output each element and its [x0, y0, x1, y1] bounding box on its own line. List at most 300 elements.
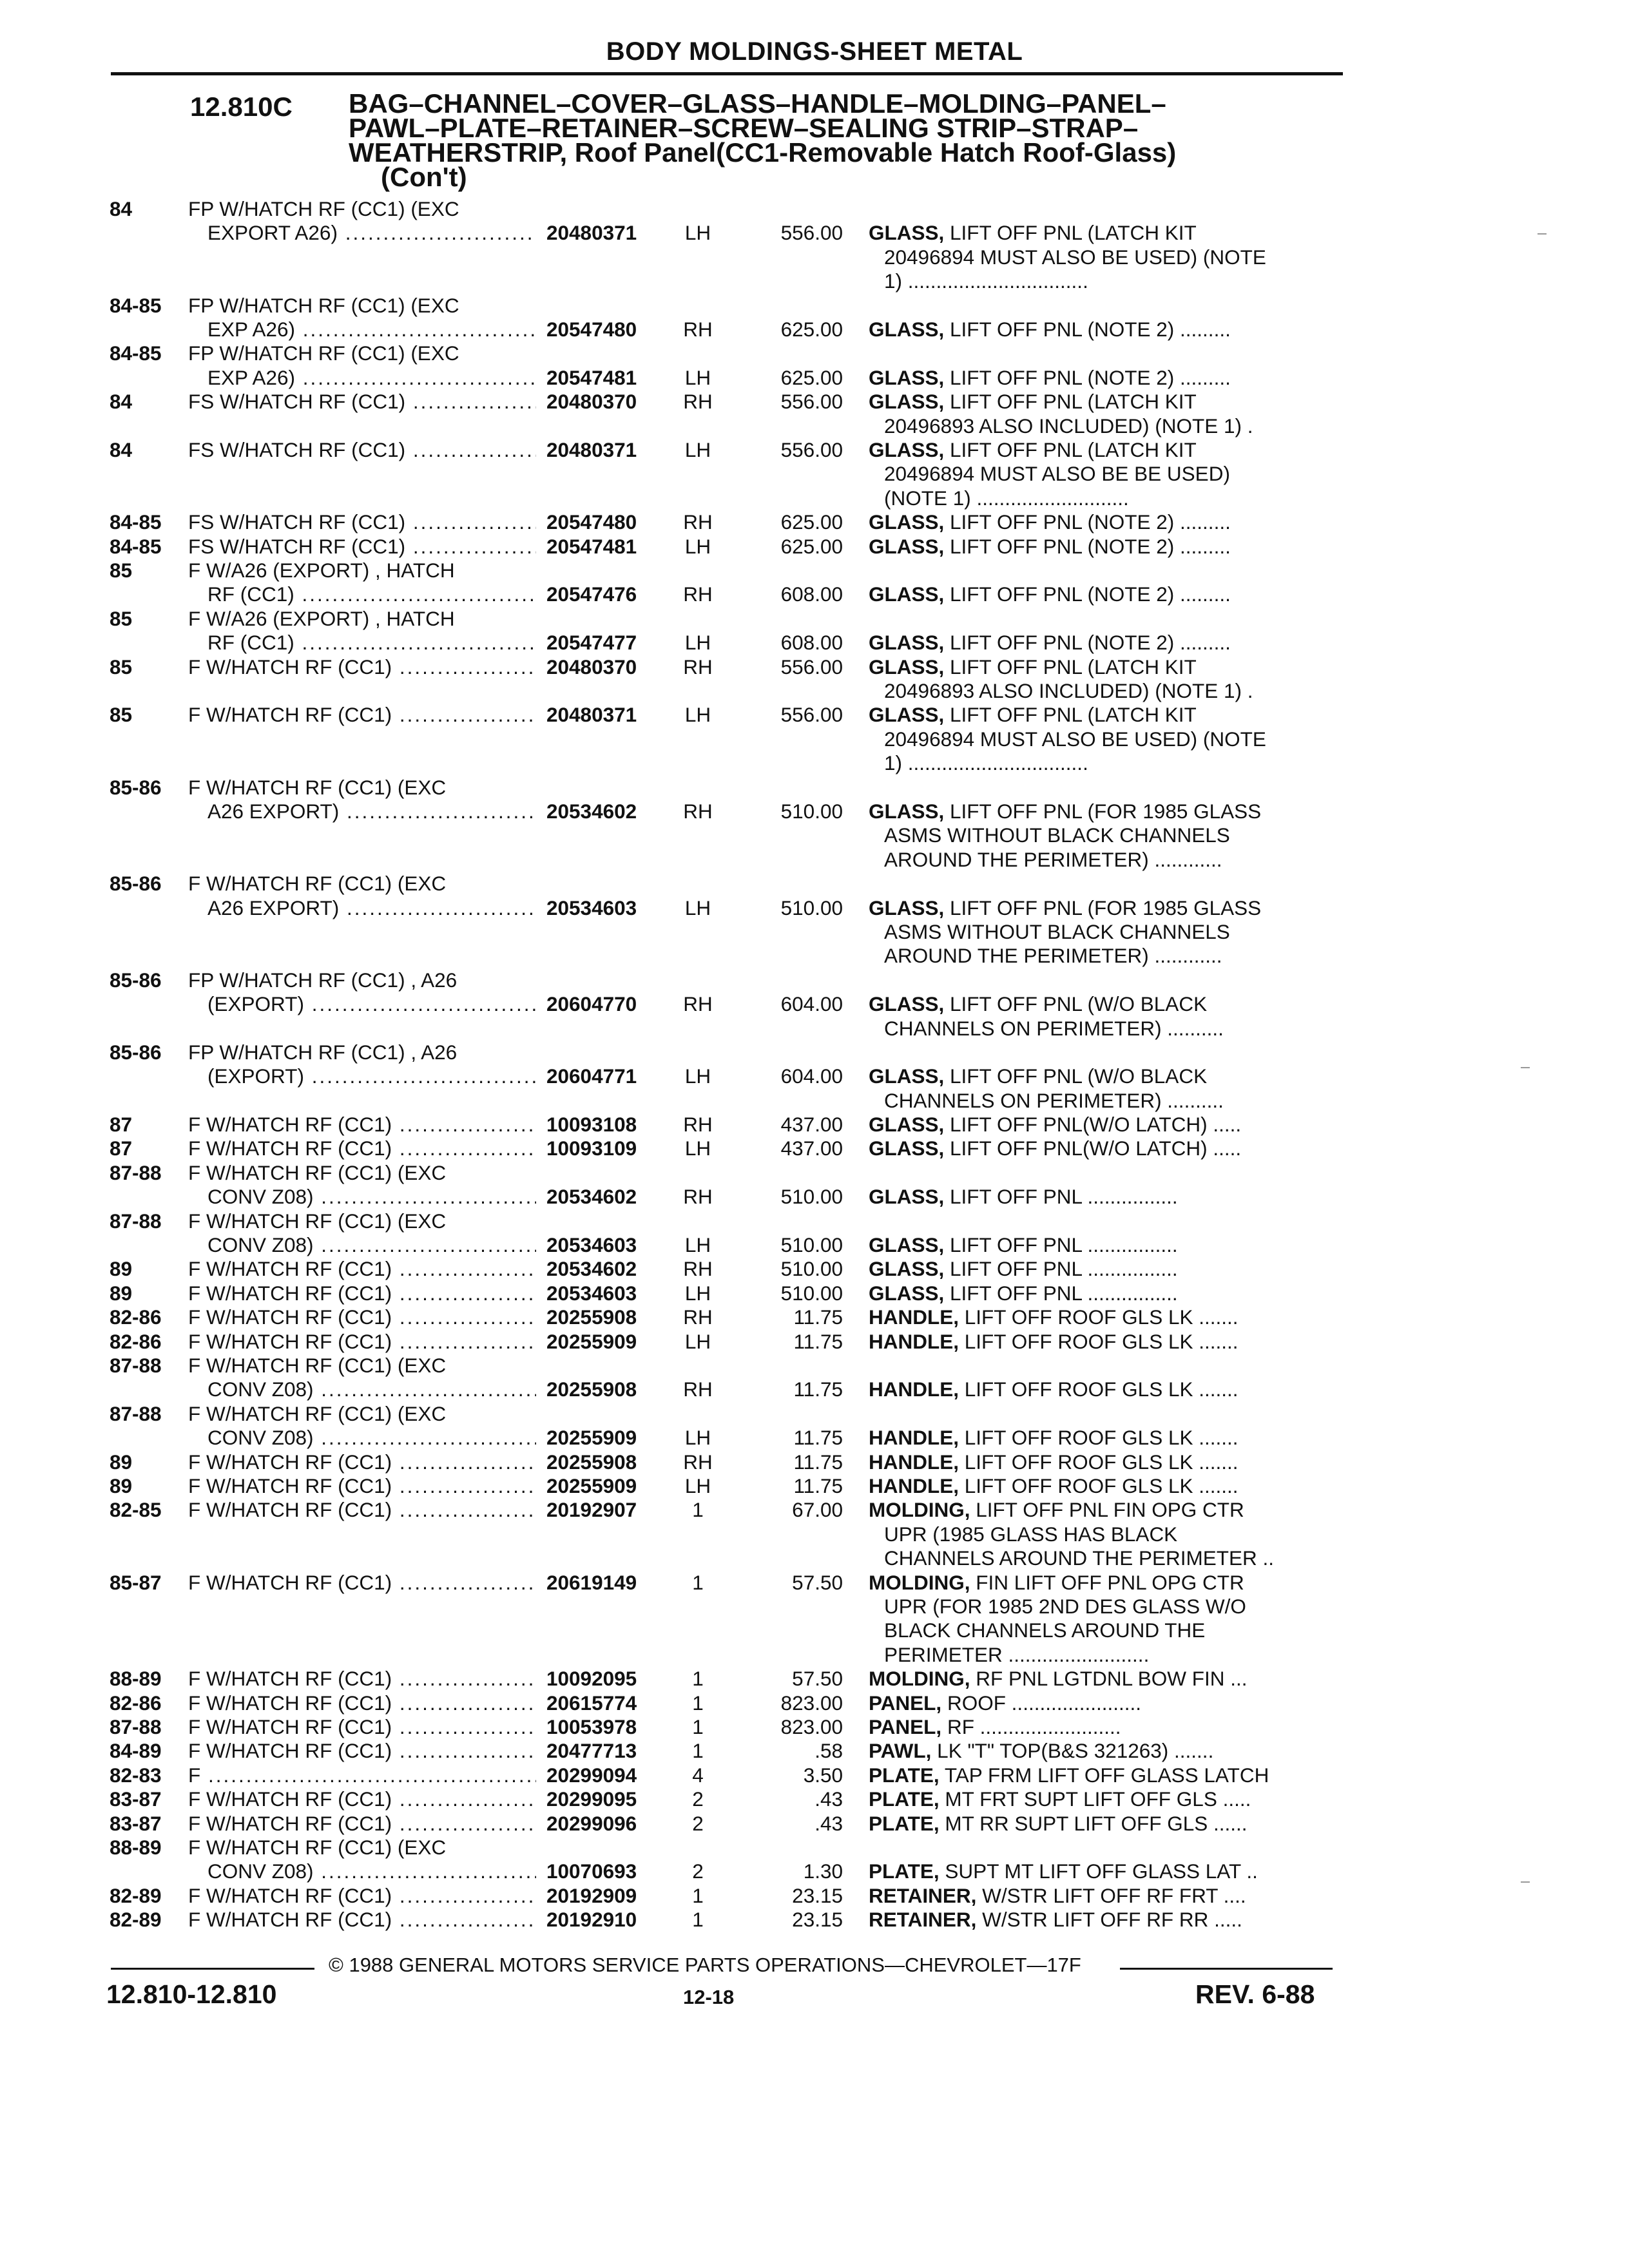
description-line: AROUND THE PERIMETER) ............	[884, 847, 1222, 871]
model-line: F W/HATCH RF (CC1) .....	[188, 1812, 536, 1836]
model-description	[188, 1667, 536, 1691]
section-title-line: WEATHERSTRIP, Roof Panel(CC1-Removable Hatch Roof-Glass)	[349, 137, 1177, 168]
scan-mark	[1521, 1881, 1530, 1883]
model-year: 88-89	[110, 1835, 162, 1859]
model-line: RF (CC1) .....	[188, 631, 536, 655]
side-qty: RH	[683, 799, 713, 823]
part-name: GLASS,	[869, 365, 945, 389]
description-text: LIFT OFF PNL(W/O LATCH) .....	[944, 1113, 1242, 1137]
model-description	[188, 438, 536, 462]
part-description	[869, 582, 1333, 606]
description-text: LIFT OFF ROOF GLS LK .......	[959, 1426, 1239, 1450]
part-description	[869, 655, 1333, 704]
table-row	[0, 1739, 1629, 1763]
description-line	[869, 1860, 1333, 1883]
part-description	[869, 703, 1333, 775]
table-row	[0, 776, 1629, 872]
part-name: HANDLE,	[869, 1378, 959, 1401]
part-number: 20547480	[546, 510, 637, 534]
description-line	[869, 703, 1333, 727]
part-description	[869, 535, 1333, 559]
description-line	[869, 318, 1333, 341]
part-description	[869, 1715, 1333, 1739]
part-description	[869, 1812, 1333, 1836]
table-row	[0, 1908, 1629, 1932]
description-line	[869, 1282, 1333, 1305]
model-year: 85-86	[110, 968, 162, 992]
price: .43	[815, 1811, 843, 1835]
table-row	[0, 1691, 1629, 1715]
part-number: 20480371	[546, 221, 637, 245]
model-year: 82-89	[110, 1908, 162, 1932]
price: 556.00	[780, 703, 843, 727]
model-description	[188, 872, 536, 920]
model-line: F W/HATCH RF (CC1) .....	[188, 1330, 536, 1354]
price: 11.75	[793, 1426, 843, 1450]
side-qty: RH	[683, 390, 713, 414]
footer-revision: REV. 6-88	[1195, 1979, 1315, 2009]
part-number: 20547477	[546, 631, 637, 655]
part-name: MOLDING,	[869, 1570, 970, 1594]
model-line: F W/HATCH RF (CC1) .....	[188, 1739, 536, 1763]
description-line	[869, 366, 1333, 390]
price: 510.00	[780, 896, 843, 919]
model-description	[188, 1691, 536, 1715]
side-qty: 1	[692, 1739, 704, 1763]
part-name: GLASS,	[869, 1113, 945, 1137]
side-qty: RH	[683, 1450, 713, 1474]
scan-mark	[1537, 233, 1547, 235]
part-description	[869, 1908, 1333, 1932]
model-line: CONV Z08) .....	[188, 1233, 536, 1257]
model-line: CONV Z08) .....	[188, 1860, 536, 1883]
side-qty: 1	[692, 1667, 704, 1691]
model-line: FS W/HATCH RF (CC1) .....	[188, 510, 536, 534]
description-text: LIFT OFF PNL (W/O BLACK	[944, 1064, 1208, 1088]
part-number: 20299094	[546, 1763, 637, 1787]
model-line: EXPORT A26) .....	[188, 221, 536, 245]
model-line: F W/HATCH RF (CC1) (EXC	[188, 1160, 447, 1184]
table-row	[0, 1330, 1629, 1354]
price: 510.00	[780, 1257, 843, 1281]
side-qty: LH	[684, 1233, 711, 1257]
description-line	[869, 1667, 1333, 1691]
model-year: 89	[110, 1281, 133, 1305]
model-description	[188, 1763, 536, 1787]
part-number: 20255909	[546, 1474, 637, 1498]
part-number: 20255908	[546, 1378, 637, 1401]
part-name: PLATE,	[869, 1860, 940, 1883]
model-year: 82-83	[110, 1763, 162, 1787]
description-line: 20496893 ALSO INCLUDED) (NOTE 1) .	[884, 414, 1253, 437]
table-row	[0, 1571, 1629, 1667]
part-name: RETAINER,	[869, 1883, 977, 1907]
description-line	[869, 896, 1333, 920]
model-description	[188, 1836, 536, 1884]
model-line: (EXPORT) .....	[188, 992, 536, 1016]
part-description	[869, 1378, 1333, 1401]
side-qty: RH	[683, 582, 713, 606]
model-line: FP W/HATCH RF (CC1) , A26	[188, 968, 458, 992]
model-line: F W/HATCH RF (CC1) .....	[188, 1113, 536, 1137]
model-line: F W/HATCH RF (CC1) .....	[188, 1908, 536, 1932]
price: 11.75	[793, 1329, 843, 1353]
description-text: LIFT OFF PNL (NOTE 2) .........	[944, 534, 1231, 558]
part-name: GLASS,	[869, 390, 945, 414]
description-text: LIFT OFF PNL (NOTE 2) .........	[944, 317, 1231, 341]
part-description	[869, 1113, 1333, 1137]
part-number: 20480370	[546, 655, 637, 678]
description-line	[869, 1884, 1333, 1908]
description-text: RF PNL LGTDNL BOW FIN ...	[970, 1667, 1248, 1691]
price: 556.00	[780, 437, 843, 461]
model-year: 85	[110, 655, 133, 678]
part-description	[869, 1571, 1333, 1667]
description-text: W/STR LIFT OFF RF RR .....	[976, 1908, 1242, 1932]
side-qty: LH	[684, 631, 711, 655]
price: 57.50	[792, 1667, 843, 1691]
description-line: 20496893 ALSO INCLUDED) (NOTE 1) .	[884, 678, 1253, 702]
part-number: 20255909	[546, 1329, 637, 1353]
part-name: PANEL,	[869, 1715, 942, 1738]
description-line	[869, 1498, 1333, 1522]
model-year: 85-86	[110, 1040, 162, 1064]
part-number: 10093109	[546, 1137, 637, 1160]
side-qty: RH	[683, 1185, 713, 1209]
model-description	[188, 197, 536, 245]
part-description	[869, 1860, 1333, 1883]
description-text: LIFT OFF PNL ................	[944, 1233, 1178, 1257]
model-description	[188, 1812, 536, 1836]
description-line: 1) ................................	[884, 751, 1088, 775]
side-qty: 1	[692, 1570, 704, 1594]
part-number: 20534603	[546, 1233, 637, 1257]
description-line	[869, 800, 1333, 823]
price: 604.00	[780, 1064, 843, 1088]
model-year: 84-89	[110, 1739, 162, 1763]
table-row	[0, 872, 1629, 968]
model-year: 82-86	[110, 1329, 162, 1353]
model-year: 85-87	[110, 1570, 162, 1594]
model-description	[188, 1571, 536, 1595]
part-name: GLASS,	[869, 534, 945, 558]
price: 11.75	[793, 1450, 843, 1474]
price: 608.00	[780, 631, 843, 655]
model-year: 84-85	[110, 510, 162, 534]
side-qty: LH	[684, 1281, 711, 1305]
model-description	[188, 1884, 536, 1908]
description-line: 20496894 MUST ALSO BE USED) (NOTE	[884, 727, 1266, 751]
side-qty: RH	[683, 1305, 713, 1329]
price: 625.00	[780, 365, 843, 389]
model-year: 82-86	[110, 1691, 162, 1715]
model-description	[188, 1787, 536, 1811]
description-line: 20496894 MUST ALSO BE BE USED)	[884, 462, 1230, 486]
part-name: GLASS,	[869, 510, 945, 534]
model-year: 85	[110, 558, 133, 582]
model-description	[188, 1137, 536, 1160]
table-row	[0, 1787, 1629, 1811]
model-description	[188, 1715, 536, 1739]
table-row	[0, 390, 1629, 438]
model-description	[188, 1354, 536, 1402]
part-name: HANDLE,	[869, 1450, 959, 1474]
description-text: LIFT OFF PNL (NOTE 2) .........	[944, 365, 1231, 389]
part-number: 20192910	[546, 1908, 637, 1932]
part-description	[869, 1787, 1333, 1811]
table-row	[0, 559, 1629, 607]
description-line	[869, 1137, 1333, 1160]
description-line	[869, 438, 1333, 462]
part-number: 20299095	[546, 1787, 637, 1811]
model-line: F W/HATCH RF (CC1) .....	[188, 1884, 536, 1908]
side-qty: 1	[692, 1883, 704, 1907]
description-line	[869, 221, 1333, 245]
description-text: LIFT OFF ROOF GLS LK .......	[959, 1474, 1239, 1498]
part-number: 10053978	[546, 1715, 637, 1738]
table-row	[0, 968, 1629, 1041]
price: 437.00	[780, 1137, 843, 1160]
part-description	[869, 1257, 1333, 1281]
part-name: HANDLE,	[869, 1426, 959, 1450]
part-description	[869, 390, 1333, 438]
model-line: F .....	[188, 1763, 536, 1787]
part-number: 10092095	[546, 1667, 637, 1691]
model-year: 87-88	[110, 1354, 162, 1378]
price: 625.00	[780, 510, 843, 534]
description-line: BLACK CHANNELS AROUND THE	[884, 1619, 1206, 1642]
model-year: 87-88	[110, 1209, 162, 1233]
model-description	[188, 1113, 536, 1137]
description-text: LIFT OFF ROOF GLS LK .......	[959, 1378, 1239, 1401]
side-qty: 2	[692, 1811, 704, 1835]
model-year: 83-87	[110, 1787, 162, 1811]
part-name: GLASS,	[869, 799, 945, 823]
part-name: GLASS,	[869, 1064, 945, 1088]
description-line	[869, 1257, 1333, 1281]
part-name: GLASS,	[869, 1137, 945, 1160]
model-line: F W/A26 (EXPORT) , HATCH	[188, 558, 455, 582]
part-number: 20534603	[546, 1281, 637, 1305]
side-qty: 1	[692, 1691, 704, 1715]
model-description	[188, 1908, 536, 1932]
part-description	[869, 1137, 1333, 1160]
model-year: 85-86	[110, 775, 162, 799]
description-line	[869, 1571, 1333, 1595]
description-text: MT RR SUPT LIFT OFF GLS ......	[939, 1811, 1248, 1835]
part-description	[869, 318, 1333, 341]
price: 608.00	[780, 582, 843, 606]
model-description	[188, 1257, 536, 1281]
model-year: 82-89	[110, 1883, 162, 1907]
model-description	[188, 968, 536, 1017]
part-description	[869, 1884, 1333, 1908]
price: .58	[815, 1739, 843, 1763]
description-text: LIFT OFF PNL (LATCH KIT	[944, 437, 1197, 461]
part-name: GLASS,	[869, 317, 945, 341]
part-description	[869, 1450, 1333, 1474]
model-year: 84	[110, 390, 133, 414]
part-number: 20480371	[546, 437, 637, 461]
table-row	[0, 294, 1629, 342]
description-text: LIFT OFF PNL ................	[944, 1257, 1178, 1281]
part-description	[869, 1282, 1333, 1305]
model-line: F W/HATCH RF (CC1) .....	[188, 1137, 536, 1160]
description-line: 1) ................................	[884, 269, 1088, 293]
description-line	[869, 1908, 1333, 1932]
description-line	[869, 992, 1333, 1016]
section-number: 12.810C	[190, 91, 293, 122]
model-line: F W/HATCH RF (CC1) .....	[188, 1450, 536, 1474]
model-line: F W/HATCH RF (CC1) .....	[188, 1571, 536, 1595]
table-row	[0, 1113, 1629, 1137]
table-row	[0, 535, 1629, 559]
description-text: SUPT MT LIFT OFF GLASS LAT ..	[939, 1860, 1258, 1883]
parts-list	[0, 197, 1629, 1932]
description-line	[869, 1378, 1333, 1401]
side-qty: RH	[683, 992, 713, 1016]
description-line: UPR (FOR 1985 2ND DES GLASS W/O	[884, 1594, 1246, 1618]
model-line: A26 EXPORT) .....	[188, 800, 536, 823]
description-text: LIFT OFF ROOF GLS LK .......	[959, 1305, 1239, 1329]
model-year: 84-85	[110, 341, 162, 365]
model-line: FP W/HATCH RF (CC1) (EXC	[188, 197, 459, 220]
description-text: LIFT OFF PNL (LATCH KIT	[944, 703, 1197, 727]
description-line	[869, 1691, 1333, 1715]
price: 823.00	[780, 1715, 843, 1738]
part-description	[869, 1426, 1333, 1450]
scan-mark	[1521, 1067, 1530, 1068]
table-row	[0, 1161, 1629, 1209]
model-year: 85	[110, 606, 133, 630]
model-description	[188, 1474, 536, 1498]
section-continued: (Con't)	[381, 162, 467, 192]
part-description	[869, 1233, 1333, 1257]
part-description	[869, 510, 1333, 534]
model-line: FS W/HATCH RF (CC1) .....	[188, 438, 536, 462]
model-year: 84	[110, 197, 133, 220]
side-qty: LH	[684, 1329, 711, 1353]
model-line: EXP A26) .....	[188, 366, 536, 390]
model-line: F W/HATCH RF (CC1) .....	[188, 1691, 536, 1715]
model-description	[188, 1498, 536, 1522]
table-row	[0, 341, 1629, 390]
part-name: GLASS,	[869, 896, 945, 919]
part-name: GLASS,	[869, 582, 945, 606]
part-description	[869, 800, 1333, 872]
description-line	[869, 390, 1333, 414]
model-year: 82-86	[110, 1305, 162, 1329]
model-year: 89	[110, 1257, 133, 1281]
part-number: 20604770	[546, 992, 637, 1016]
side-qty: 1	[692, 1498, 704, 1522]
description-line	[869, 655, 1333, 679]
part-number: 10070693	[546, 1860, 637, 1883]
model-line: F W/HATCH RF (CC1) .....	[188, 1257, 536, 1281]
description-text: LIFT OFF ROOF GLS LK .......	[959, 1450, 1239, 1474]
part-description	[869, 896, 1333, 968]
part-number: 20619149	[546, 1570, 637, 1594]
part-number: 20480371	[546, 703, 637, 727]
model-line: (EXPORT) .....	[188, 1064, 536, 1088]
side-qty: LH	[684, 1426, 711, 1450]
table-row	[0, 197, 1629, 294]
part-name: GLASS,	[869, 221, 945, 245]
table-row	[0, 1884, 1629, 1908]
table-row	[0, 1282, 1629, 1305]
part-name: HANDLE,	[869, 1474, 959, 1498]
part-description	[869, 366, 1333, 390]
side-qty: LH	[684, 221, 711, 245]
header-rule	[111, 72, 1343, 75]
part-name: MOLDING,	[869, 1498, 970, 1522]
description-line	[869, 1305, 1333, 1329]
side-qty: RH	[683, 510, 713, 534]
model-description	[188, 607, 536, 655]
model-line: FS W/HATCH RF (CC1) .....	[188, 390, 536, 414]
part-name: GLASS,	[869, 631, 945, 655]
model-line: A26 EXPORT) .....	[188, 896, 536, 920]
model-description	[188, 510, 536, 534]
footer-section-range: 12.810-12.810	[106, 1979, 277, 2009]
part-number: 20534602	[546, 1185, 637, 1209]
model-line: F W/HATCH RF (CC1) .....	[188, 1282, 536, 1305]
part-name: RETAINER,	[869, 1908, 977, 1932]
description-line	[869, 1474, 1333, 1498]
side-qty: RH	[683, 317, 713, 341]
model-year: 88-89	[110, 1667, 162, 1691]
description-line: ASMS WITHOUT BLACK CHANNELS	[884, 919, 1230, 943]
description-line: CHANNELS ON PERIMETER) ..........	[884, 1016, 1224, 1040]
model-year: 87-88	[110, 1160, 162, 1184]
description-line	[869, 1739, 1333, 1763]
side-qty: LH	[684, 1474, 711, 1498]
part-name: GLASS,	[869, 1185, 945, 1209]
table-row	[0, 655, 1629, 704]
price: 510.00	[780, 799, 843, 823]
table-row	[0, 607, 1629, 655]
description-text: LIFT OFF PNL (LATCH KIT	[944, 655, 1197, 678]
price: 510.00	[780, 1185, 843, 1209]
model-line: FP W/HATCH RF (CC1) , A26	[188, 1040, 458, 1064]
part-description	[869, 1667, 1333, 1691]
part-name: PLATE,	[869, 1811, 940, 1835]
model-description	[188, 1209, 536, 1258]
model-line: F W/HATCH RF (CC1) .....	[188, 1715, 536, 1739]
section-title	[349, 88, 1328, 192]
model-year: 87	[110, 1113, 133, 1137]
description-text: LIFT OFF PNL (FOR 1985 GLASS	[944, 799, 1262, 823]
part-name: GLASS,	[869, 703, 945, 727]
side-qty: 1	[692, 1908, 704, 1932]
model-year: 83-87	[110, 1811, 162, 1835]
part-number: 20255908	[546, 1305, 637, 1329]
part-number: 20534602	[546, 799, 637, 823]
table-row	[0, 438, 1629, 510]
part-name: PAWL,	[869, 1739, 932, 1763]
side-qty: LH	[684, 534, 711, 558]
model-line: FP W/HATCH RF (CC1) (EXC	[188, 293, 459, 317]
description-line	[869, 1064, 1333, 1088]
part-number: 20547480	[546, 317, 637, 341]
footer-rule-right	[1120, 1968, 1333, 1970]
description-line	[869, 1330, 1333, 1354]
side-qty: 2	[692, 1860, 704, 1883]
table-row	[0, 1137, 1629, 1160]
model-description	[188, 1739, 536, 1763]
model-description	[188, 1282, 536, 1305]
model-year: 89	[110, 1450, 133, 1474]
